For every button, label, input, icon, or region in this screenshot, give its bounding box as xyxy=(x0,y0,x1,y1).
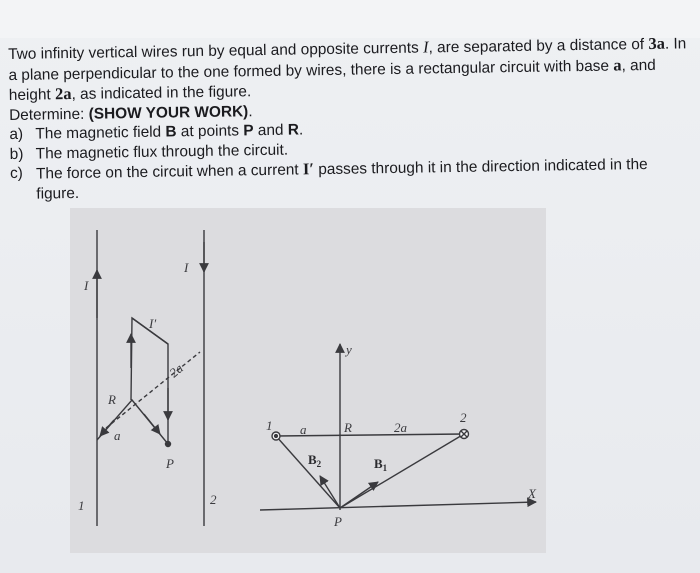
left-label-a: a xyxy=(114,428,121,443)
figure xyxy=(70,208,546,553)
question-text: . xyxy=(298,121,304,139)
current-symbol: I xyxy=(422,37,429,57)
right-label-p: P xyxy=(334,514,342,529)
intro-text: . In a plane perpendicular to the one formed by wires, there is a rectangular circuit with base xyxy=(8,35,687,84)
b2-vector xyxy=(320,476,340,508)
label-b2-sub: 2 xyxy=(316,459,322,469)
right-label-r: R xyxy=(344,420,352,435)
point-r-symbol: R xyxy=(287,121,300,139)
right-label-x: X xyxy=(528,486,536,501)
intro-text: , are separated by a distance of xyxy=(428,35,649,57)
wire-1-dot-center xyxy=(275,435,278,438)
top-band xyxy=(0,0,700,38)
left-label-2a: 2a xyxy=(166,360,186,381)
question-marker: a) xyxy=(9,125,24,143)
left-label-r: R xyxy=(108,392,116,407)
loop-current-symbol: I′ xyxy=(302,159,315,179)
intro-text: Two infinity vertical wires run by equal and opposite currents xyxy=(8,39,424,63)
point-p-symbol: P xyxy=(243,122,254,140)
left-wire2-current-label: I xyxy=(184,260,189,275)
x-axis xyxy=(260,502,536,510)
problem-statement xyxy=(8,33,690,204)
right-wire1-number: 1 xyxy=(266,418,273,433)
figure-svg xyxy=(70,208,546,553)
left-wire2-number: 2 xyxy=(210,492,217,507)
left-wire1-current-label: I xyxy=(84,278,89,293)
left-label-p: P xyxy=(166,456,174,471)
show-work-label: (SHOW YOUR WORK) xyxy=(88,102,249,123)
problem-intro xyxy=(8,33,689,105)
question-text: and xyxy=(253,121,288,140)
b1-vector xyxy=(340,482,378,508)
loop-arrow-right xyxy=(144,414,160,434)
label-b1 xyxy=(374,456,388,473)
question-marker: b) xyxy=(9,145,24,163)
intro-text: , and height xyxy=(8,56,656,104)
question-text: The magnetic field xyxy=(35,123,166,143)
right-label-2a: 2a xyxy=(394,420,407,435)
point-p xyxy=(166,442,171,447)
label-b1-main: B xyxy=(374,456,383,471)
right-wire2-number: 2 xyxy=(460,410,467,425)
determine-end: . xyxy=(248,102,253,120)
question-text: The magnetic flux through the circuit. xyxy=(35,141,289,163)
determine-label: Determine: xyxy=(8,105,89,124)
base-symbol: a xyxy=(613,54,622,74)
label-b2-main: B xyxy=(308,452,317,467)
right-label-a: a xyxy=(300,422,307,437)
distance-symbol: 3a xyxy=(648,33,666,53)
right-label-y: y xyxy=(346,342,352,357)
question-text: at points xyxy=(176,122,244,141)
question-text: The force on the circuit when a current xyxy=(35,161,304,183)
left-wire1-number: 1 xyxy=(78,498,85,513)
intro-text: , as indicated in the figure. xyxy=(71,83,252,104)
question-marker: c) xyxy=(9,164,23,182)
question-text: passes through it in the direction indicated in the figure. xyxy=(36,155,648,203)
left-loop-current-label: I′ xyxy=(149,316,157,331)
field-symbol: B xyxy=(165,123,177,141)
line-wire1-to-p xyxy=(276,436,340,508)
label-b2 xyxy=(308,452,322,469)
dashed-2a-line xyxy=(106,352,200,428)
line-wire2-to-p xyxy=(340,434,464,508)
label-b1-sub: 1 xyxy=(382,463,388,473)
height-symbol: 2a xyxy=(54,84,72,104)
question-list xyxy=(9,114,690,204)
